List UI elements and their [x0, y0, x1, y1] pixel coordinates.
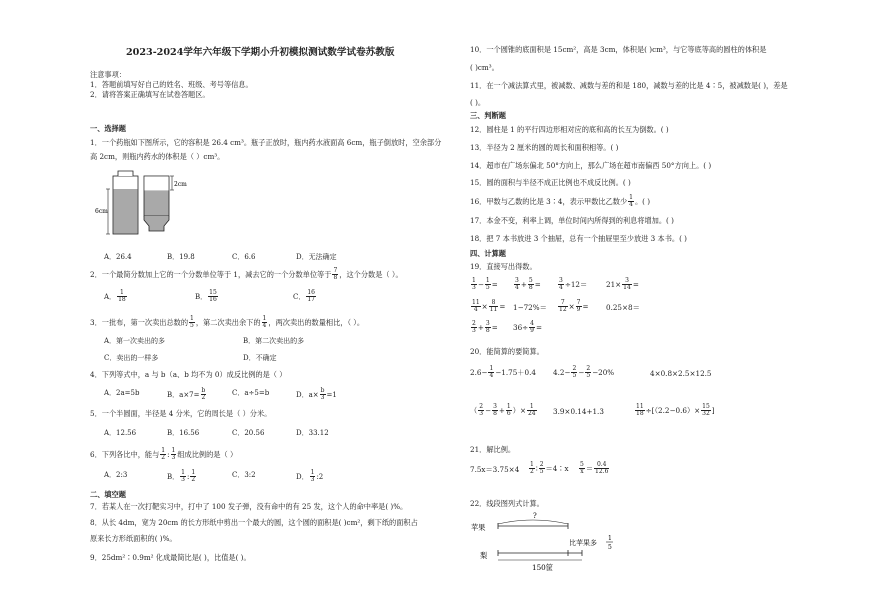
option-c: C．6.6	[232, 253, 256, 261]
pear-label: 梨	[480, 551, 488, 560]
apple-label: 苹果	[471, 523, 486, 532]
proportion-b: $\frac{1}{2}$ ∶ $\frac{2}{5}$ ＝4∶x	[530, 461, 569, 476]
calc-item: $\frac{1}{3}$ − $\frac{1}{5}$ =	[472, 277, 498, 292]
option-c: C．20.56	[232, 429, 265, 437]
calc-item: $\frac{11}{4}$ × $\frac{8}{11}$ =	[472, 299, 506, 314]
calc-item: 0.25×8＝	[606, 303, 640, 312]
option-c: C．卖出的一样多	[104, 354, 159, 362]
calc-expression: （ $\frac{2}{3}$ − $\frac{3}{8}$ + $\frac{1}{6}$ ）× $\frac{1}{24}$	[470, 403, 536, 418]
question-13: 13．半径为 2 厘米的圆的周长和面积相等。( )	[470, 143, 619, 152]
fraction: $\frac{1}{4}$	[262, 315, 267, 330]
line-segment-diagram	[470, 510, 620, 574]
bottle-figure	[92, 168, 192, 236]
question-18: 18．把 7 本书放进 3 个抽屉，总有一个抽屉里至少放进 3 本书。( )	[470, 234, 687, 243]
question-4: 4．下列等式中，a 与 b（a、b 均不为 0）成反比例的是（ ）	[90, 370, 287, 379]
question-mark: ?	[533, 512, 537, 520]
calc-expression: 2.6− $\frac{1}{4}$ −1.75＋0.4	[470, 365, 536, 380]
option-d: D．无法确定	[296, 253, 337, 261]
question-8-line2: 原来长方形纸面积的( )%。	[90, 534, 177, 543]
question-6: 6．下列各比中，能与 $\frac{1}{2}$ : $\frac{1}{3}$ 组成比例的是（ ）	[90, 447, 238, 462]
question-5: 5．一个半圆面，半径是 4 分米，它的周长是（ ）分米。	[90, 409, 272, 418]
question-3: 3．一批布，第一次卖出总数的 $\frac{1}{5}$ ，第二次卖出余下的 $\frac{1}{4}$ ，两次卖出的数量相比，（ ）。	[90, 315, 365, 330]
question-11-line2: ( )。	[470, 98, 486, 107]
more-label: 比苹果多	[569, 539, 597, 547]
option-b: B．16.56	[167, 429, 200, 437]
notes-heading: 注意事项：	[90, 70, 126, 79]
question-12: 12．圆柱是 1 的平行四边形相对应的底和高的长互为倒数。( )	[470, 125, 669, 134]
question-19: 19．直接写出得数。	[470, 262, 537, 271]
calc-item: 1−72%＝	[513, 303, 547, 312]
question-1-line2: 高 2cm，则瓶内药水的体积是（ ）cm³。	[90, 152, 225, 161]
calc-expression: 3.9×0.14+1.3	[553, 407, 604, 416]
option-a: A． $\frac{1}{18}$	[104, 289, 126, 304]
calc-item: $\frac{3}{4}$ ÷12＝	[559, 277, 588, 292]
section-heading: 三、判断题	[470, 111, 506, 120]
fraction: $\frac{1}{5}$	[190, 315, 194, 330]
question-10-line1: 10．一个圆锥的底面积是 15cm²，高是 3cm，体积是( )cm³，与它等底等高的圆柱的体积是	[470, 45, 767, 54]
question-10-line2: ( )cm³。	[470, 63, 499, 72]
fraction: $\frac{7}{8}$	[333, 267, 338, 282]
question-16: 16．甲数与乙数的比是 3∶4，表示甲数比乙数少 $\frac{1}{4}$ 。( )	[470, 194, 651, 209]
calc-expression: 4×0.8×2.5×12.5	[650, 369, 712, 378]
option-c: C．a÷5=b	[232, 389, 270, 397]
question-17: 17．本金不变，利率上调，单位时间内所得到的利息将增加。( )	[470, 216, 674, 225]
notes-item: 2．请将答案正确填写在试卷答题区。	[90, 90, 210, 99]
option-b: B．第二次卖出的多	[243, 337, 305, 345]
option-a: A．第一次卖出的多	[104, 337, 166, 345]
calc-item: $\frac{7}{12}$ × $\frac{7}{9}$ =	[559, 299, 589, 314]
option-a: A．26.4	[104, 253, 132, 261]
proportion-a: 7.5x＝3.75×4	[470, 465, 520, 474]
question-11-line1: 11．在一个减法算式里，被减数、减数与差的和是 180，减数与差的比是 4∶5，被减数是( )，差是	[470, 81, 788, 90]
more-frac-num: 1	[608, 535, 612, 542]
option-b: B． $\frac{1}{3}$ : $\frac{1}{2}$	[167, 469, 196, 484]
option-b: B．a×7= $\frac{b}{2}$	[167, 387, 206, 402]
question-15: 15．圆的面积与半径不成正比例也不成反比例。( )	[470, 178, 631, 187]
question-2	[90, 268, 403, 282]
question-2-text: 2．一个最简分数加上它的一个分数单位等于 1，减去它的一个分数单位等于	[90, 269, 332, 279]
option-a: A．12.56	[104, 429, 137, 437]
section-heading: 二、填空题	[90, 490, 126, 499]
question-2-tail: ，这个分数是（ ）。	[339, 269, 403, 279]
label-6cm: 6cm	[95, 208, 108, 215]
calc-expression: 4.2− $\frac{2}{5}$ − $\frac{2}{5}$ −20%	[553, 365, 615, 380]
calc-item: $\frac{2}{3}$ + $\frac{3}{8}$ =	[472, 320, 498, 335]
option-b: B． $\frac{15}{16}$	[195, 289, 217, 304]
question-21: 21．解比例。	[470, 445, 516, 454]
option-c: C． $\frac{16}{17}$	[293, 289, 315, 304]
question-20: 20．能简算的要简算。	[470, 347, 544, 356]
option-c: C．3:2	[232, 471, 256, 479]
proportion-c: $\frac{5}{x}$ ＝ $\frac{0.4}{12.6}$	[580, 461, 609, 476]
calc-item: 36÷ $\frac{4}{9}$ =	[513, 320, 543, 335]
notes-item: 1．答题前填写好自己的姓名、班级、考号等信息。	[90, 80, 253, 89]
section-heading: 四、计算题	[470, 249, 506, 258]
section-heading: 一、选择题	[90, 124, 126, 133]
option-a: A．2:3	[104, 471, 128, 479]
label-2cm: 2cm	[174, 181, 187, 188]
option-d: D．a× $\frac{b}{3}$ =1	[296, 387, 337, 402]
total-label: 150筐	[532, 563, 553, 572]
option-b: B．19.8	[167, 253, 195, 261]
question-1-line1: 1．一个药瓶如下图所示，它的容积是 26.4 cm³。瓶子正放时，瓶内药水液面高 6cm，瓶子倒放时，空余部分	[90, 138, 442, 147]
calc-item: $\frac{3}{4}$ + $\frac{5}{8}$ =	[515, 277, 541, 292]
calc-item: 21× $\frac{3}{14}$ =	[606, 277, 639, 292]
option-d: D．33.12	[296, 429, 329, 437]
page-title: 2023-2024学年六年级下学期小升初模拟测试数学试卷苏教版	[126, 47, 395, 58]
option-d: D．不确定	[243, 354, 277, 362]
calc-expression: $\frac{11}{18}$ ÷[（2.2−0.6）× $\frac{15}{32}$ ]	[636, 403, 715, 418]
question-8-line1: 8．从长 4dm，宽为 20cm 的长方形纸中剪出一个最大的圆，这个圆的面积是( )cm²，剩下纸的面积占	[90, 518, 418, 527]
question-14: 14．超市在广场东偏北 50°方向上，那么广场在超市南偏西 50°方向上。( )	[470, 161, 712, 170]
question-22: 22．线段图列式计算。	[470, 499, 544, 508]
question-9: 9．25dm²∶0.9m² 化成最简比是( )，比值是( )。	[90, 553, 251, 562]
option-a: A．2a=5b	[104, 389, 140, 397]
more-frac-den: 5	[608, 544, 612, 551]
question-7: 7．若某人在一次打靶实习中，打中了 100 发子弹，没有命中的有 25 发，这个人的命中率是( )%。	[90, 502, 408, 511]
option-d: D． $\frac{1}{3}$ :2	[296, 469, 324, 484]
